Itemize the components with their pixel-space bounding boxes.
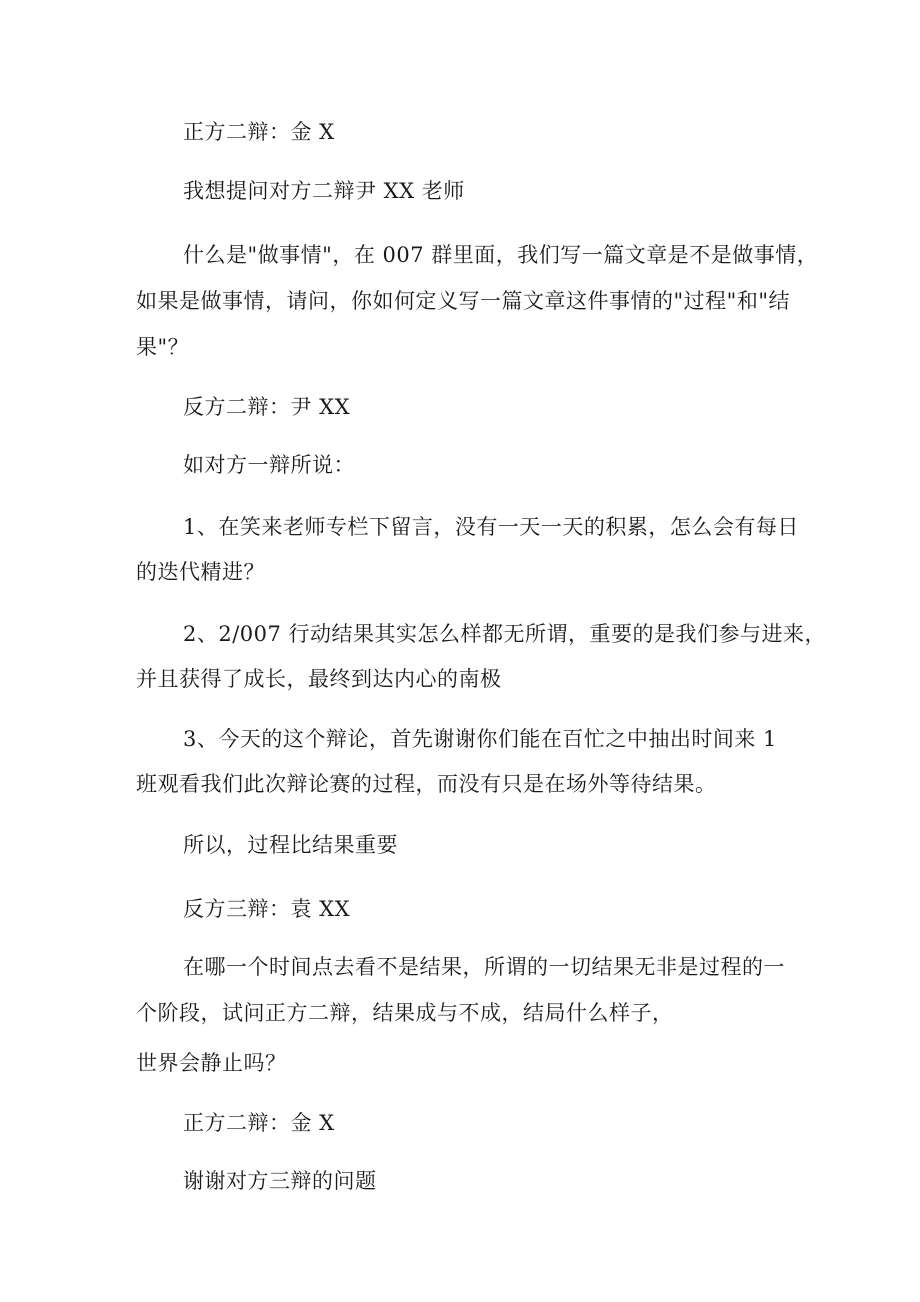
list-item-continuation: 班观看我们此次辩论赛的过程，而没有只是在场外等待结果。 bbox=[136, 772, 717, 796]
list-item-continuation: 并且获得了成长，最终到达内心的南极 bbox=[136, 667, 502, 691]
text-line: 什么是"做事情"，在 007 群里面，我们写一篇文章是不是做事情， bbox=[183, 243, 819, 267]
list-item: 2、2/007 行动结果其实怎么样都无所谓，重要的是我们参与进来， bbox=[183, 622, 827, 646]
text-line: 世界会静止吗？ bbox=[136, 1051, 287, 1075]
speaker-line: 正方二辩：金 X bbox=[183, 120, 335, 144]
list-item: 1、在笑来老师专栏下留言，没有一天一天的积累，怎么会有每日 bbox=[183, 515, 799, 539]
speaker-line: 正方二辩：金 X bbox=[183, 1111, 335, 1135]
list-item: 3、今天的这个辩论，首先谢谢你们能在百忙之中抽出时间来 1 bbox=[183, 727, 777, 751]
text-line: 在哪一个时间点去看不是结果，所谓的一切结果无非是过程的一 bbox=[183, 955, 785, 979]
text-line: 果"？ bbox=[136, 335, 190, 359]
text-line: 如果是做事情，请问，你如何定义写一篇文章这件事情的"过程"和"结 bbox=[136, 289, 790, 313]
text-line: 个阶段，试问正方二辩，结果成与不成，结局什么样子， bbox=[136, 1001, 674, 1025]
text-line: 谢谢对方三辩的问题 bbox=[183, 1169, 377, 1193]
text-line: 如对方一辩所说： bbox=[183, 453, 355, 477]
list-item-continuation: 的迭代精进？ bbox=[136, 560, 265, 584]
speaker-line: 反方二辩：尹 XX bbox=[183, 395, 351, 419]
text-line: 所以，过程比结果重要 bbox=[183, 833, 398, 857]
text-line: 我想提问对方二辩尹 XX 老师 bbox=[183, 179, 465, 203]
speaker-line: 反方三辩：袁 XX bbox=[183, 897, 351, 921]
